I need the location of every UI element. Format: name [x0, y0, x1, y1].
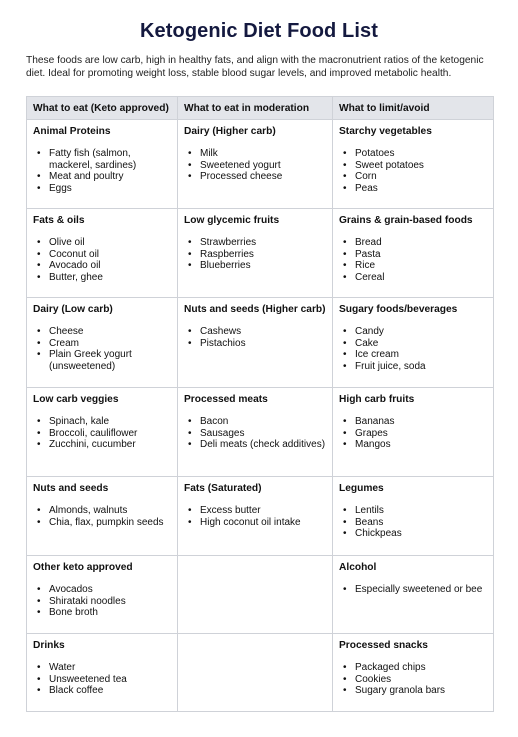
food-item: • Spinach, kale [43, 416, 171, 428]
food-item-list [33, 416, 171, 451]
table-row [27, 634, 494, 712]
category-heading: Low carb veggies [33, 394, 119, 405]
food-item: • Bread [349, 237, 487, 249]
food-item: • Raspberries [194, 249, 326, 261]
food-item: • Broccoli, cauliflower [43, 428, 171, 440]
food-item: • Pasta [349, 249, 487, 261]
table-row [27, 388, 494, 477]
table-row [27, 209, 494, 298]
category-heading: Animal Proteins [33, 126, 111, 137]
food-item: • Cashews [194, 326, 326, 338]
food-item-list [184, 237, 326, 272]
food-item-list [33, 237, 171, 283]
food-item: • Lentils [349, 505, 487, 517]
page-title: Ketogenic Diet Food List [140, 20, 378, 42]
food-item: • Processed cheese [194, 171, 326, 183]
table-cell [178, 120, 333, 209]
table-row [27, 298, 494, 388]
table-cell [27, 477, 178, 556]
food-item: • Ice cream [349, 349, 487, 361]
food-item: • Eggs [43, 183, 171, 195]
column-header-limit-avoid: What to limit/avoid [333, 97, 494, 120]
food-list-table [26, 96, 494, 712]
category-heading: High carb fruits [339, 394, 415, 405]
table-cell [27, 209, 178, 298]
table-cell [178, 298, 333, 388]
food-item: • Deli meats (check additives) [194, 439, 326, 451]
food-item: • Potatoes [349, 148, 487, 160]
food-item-list [33, 148, 171, 194]
table-cell [27, 388, 178, 477]
food-item: • Almonds, walnuts [43, 505, 171, 517]
category-heading: Fats (Saturated) [184, 483, 262, 494]
food-item: • Bone broth [43, 607, 171, 619]
category-heading: Processed meats [184, 394, 268, 405]
food-item: • Sweet potatoes [349, 160, 487, 172]
food-item: • Avocados [43, 584, 171, 596]
food-item: • Cake [349, 338, 487, 350]
food-item: • Rice [349, 260, 487, 272]
food-item: • Mangos [349, 439, 487, 451]
food-item-list [339, 662, 487, 697]
food-item: • Sweetened yogurt [194, 160, 326, 172]
food-item: • Strawberries [194, 237, 326, 249]
category-heading: Nuts and seeds [33, 483, 109, 494]
food-item: • Sausages [194, 428, 326, 440]
food-item-list [184, 416, 326, 451]
table-cell [27, 120, 178, 209]
food-item: • Unsweetened tea [43, 674, 171, 686]
food-item-list [339, 505, 487, 540]
food-item: • Sugary granola bars [349, 685, 487, 697]
food-item: • Fatty fish (salmon, mackerel, sardines) [43, 148, 171, 171]
table-cell [178, 388, 333, 477]
food-item: • Especially sweetened or bee [349, 584, 487, 596]
table-cell [178, 556, 333, 634]
category-heading: Legumes [339, 483, 384, 494]
table-cell [178, 209, 333, 298]
table-cell [333, 120, 494, 209]
table-cell [333, 634, 494, 712]
food-item: • Cookies [349, 674, 487, 686]
food-item: • Olive oil [43, 237, 171, 249]
category-heading: Nuts and seeds (Higher carb) [184, 304, 326, 315]
food-item: • Cereal [349, 272, 487, 284]
food-item: • Butter, ghee [43, 272, 171, 284]
table-row [27, 477, 494, 556]
food-item: • Bananas [349, 416, 487, 428]
table-header-row [27, 97, 494, 120]
table-cell [27, 556, 178, 634]
table-cell [27, 634, 178, 712]
food-item-list [339, 416, 487, 451]
food-item-list [339, 148, 487, 194]
food-item-list [184, 148, 326, 183]
food-item: • Candy [349, 326, 487, 338]
category-heading: Starchy vegetables [339, 126, 432, 137]
food-item-list [33, 326, 171, 372]
food-item-list [339, 237, 487, 283]
food-item: • Chickpeas [349, 528, 487, 540]
table-row [27, 120, 494, 209]
food-item: • Milk [194, 148, 326, 160]
food-item: • Corn [349, 171, 487, 183]
table-cell [333, 388, 494, 477]
column-header-keto-approved: What to eat (Keto approved) [27, 97, 178, 120]
table-cell [333, 298, 494, 388]
food-item: • Excess butter [194, 505, 326, 517]
food-item-list [184, 326, 326, 349]
food-item-list [184, 505, 326, 528]
table-cell [27, 298, 178, 388]
food-item: • Coconut oil [43, 249, 171, 261]
food-item: • Avocado oil [43, 260, 171, 272]
food-item: • Shirataki noodles [43, 596, 171, 608]
food-item-list [33, 662, 171, 697]
category-heading: Other keto approved [33, 562, 133, 573]
intro-paragraph: These foods are low carb, high in healthy fats, and align with the macronutrient ratios of the ketogenic diet. Ideal for promoting weight loss, stable blood sugar levels, and improved metabolic health. [26, 55, 484, 79]
food-item: • Packaged chips [349, 662, 487, 674]
column-header-moderation: What to eat in moderation [178, 97, 333, 120]
category-heading: Dairy (Low carb) [33, 304, 113, 315]
food-item: • Cheese [43, 326, 171, 338]
category-heading: Drinks [33, 640, 65, 651]
food-item-list [339, 584, 487, 596]
table-row [27, 556, 494, 634]
food-item: • Pistachios [194, 338, 326, 350]
food-item-list [33, 584, 171, 619]
category-heading: Dairy (Higher carb) [184, 126, 276, 137]
category-heading: Sugary foods/beverages [339, 304, 458, 315]
food-item: • High coconut oil intake [194, 517, 326, 529]
food-item: • Water [43, 662, 171, 674]
category-heading: Grains & grain-based foods [339, 215, 473, 226]
table-cell [178, 634, 333, 712]
category-heading: Low glycemic fruits [184, 215, 280, 226]
food-item: • Peas [349, 183, 487, 195]
food-item: • Fruit juice, soda [349, 361, 487, 373]
category-heading: Alcohol [339, 562, 377, 573]
table-cell [333, 209, 494, 298]
food-item: • Chia, flax, pumpkin seeds [43, 517, 171, 529]
category-heading: Fats & oils [33, 215, 85, 226]
food-item: • Beans [349, 517, 487, 529]
food-item: • Bacon [194, 416, 326, 428]
food-item: • Plain Greek yogurt (unsweetened) [43, 349, 171, 372]
table-cell [333, 556, 494, 634]
category-heading: Processed snacks [339, 640, 428, 651]
food-item: • Cream [43, 338, 171, 350]
table-cell [178, 477, 333, 556]
food-item: • Blueberries [194, 260, 326, 272]
food-item: • Meat and poultry [43, 171, 171, 183]
food-item-list [339, 326, 487, 372]
food-item: • Black coffee [43, 685, 171, 697]
table-cell [333, 477, 494, 556]
food-item: • Grapes [349, 428, 487, 440]
food-item: • Zucchini, cucumber [43, 439, 171, 451]
food-item-list [33, 505, 171, 528]
